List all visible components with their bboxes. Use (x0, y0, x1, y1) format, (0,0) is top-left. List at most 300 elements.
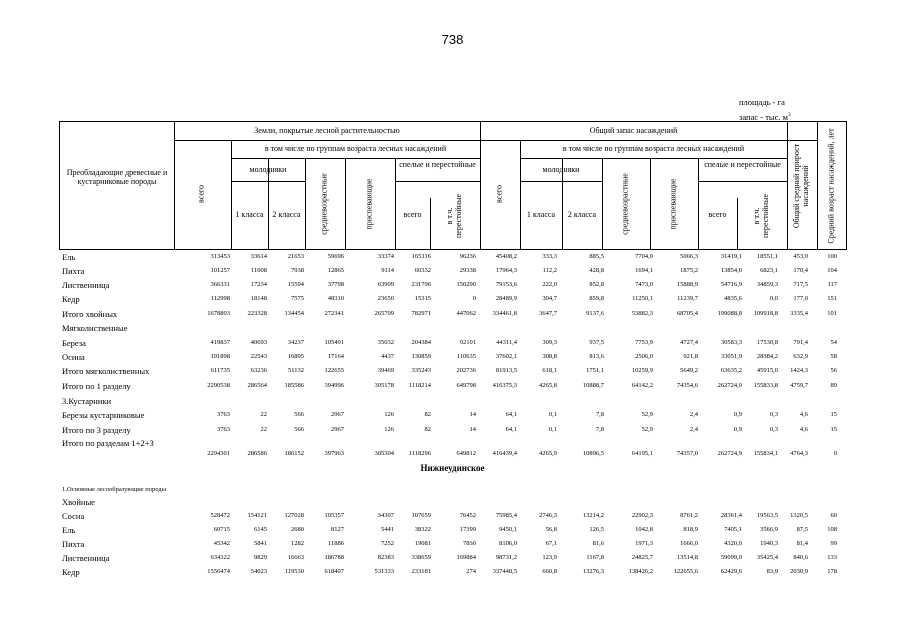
table-cell: 165116 (411, 253, 431, 260)
row-label: Хвойные (62, 497, 95, 507)
grid-line (231, 140, 232, 249)
grid-line (395, 158, 396, 249)
table-cell: 98731,2 (495, 554, 517, 561)
grid-line (602, 158, 603, 249)
table-cell: 2680 (291, 526, 304, 533)
table-cell: 170,4 (793, 267, 808, 274)
table-cell: 1282 (291, 540, 304, 547)
table-cell: 60332 (414, 267, 431, 274)
table-cell: 34307 (377, 512, 394, 519)
table-cell: 366331 (210, 281, 230, 288)
row-label: Лиственница (62, 553, 110, 563)
table-cell: 101257 (210, 267, 230, 274)
table-cell: 64,1 (505, 411, 517, 418)
table-cell: 29338 (459, 267, 476, 274)
row-label: Березы кустарниковые (62, 410, 145, 420)
table-cell: 28384,2 (756, 353, 778, 360)
table-cell: 89 (830, 382, 837, 389)
table-cell: 117 (827, 281, 837, 288)
table-cell: 56,8 (545, 526, 557, 533)
table-cell: 17164 (327, 353, 344, 360)
grid-line (737, 198, 738, 249)
table-cell: 127028 (284, 512, 304, 519)
table-cell: 33051,9 (720, 353, 742, 360)
table-cell: 611735 (210, 367, 230, 374)
table-cell: 416439,4 (492, 450, 517, 457)
grid-line (698, 158, 699, 249)
table-cell: 660,8 (542, 568, 557, 575)
table-cell: 632,9 (793, 353, 808, 360)
table-cell: 51132 (287, 367, 304, 374)
table-header (59, 121, 847, 250)
stock-class2-header: 2 класса (567, 210, 597, 219)
table-cell: 56 (830, 367, 837, 374)
row-label: Ель (62, 252, 76, 262)
grid-line (520, 181, 602, 182)
table-cell: 52,9 (641, 411, 653, 418)
table-cell: 304,7 (542, 295, 557, 302)
row-label: 1.Основные лесообразующие породы (62, 486, 166, 493)
table-cell: 38322 (414, 526, 431, 533)
table-cell: 83,9 (766, 568, 778, 575)
table-cell: 566 (294, 426, 304, 433)
table-cell: 15888,9 (676, 281, 698, 288)
table-cell: 15 (830, 426, 837, 433)
table-cell: 22543 (250, 353, 267, 360)
table-cell: 59696 (327, 253, 344, 260)
lands-all-header: всего (196, 184, 206, 204)
row-label: Мягколиственные (62, 323, 128, 333)
table-cell: 3763 (217, 411, 230, 418)
table-cell: 618407 (324, 568, 344, 575)
table-cell: 45342 (213, 540, 230, 547)
table-cell: 54023 (250, 568, 267, 575)
row-label: Кедр (62, 294, 80, 304)
table-cell: 618,1 (542, 367, 557, 374)
table-row (0, 294, 905, 306)
table-cell: 0 (833, 450, 837, 457)
table-cell: 3647,7 (539, 310, 557, 317)
table-cell: 119530 (284, 568, 304, 575)
table-cell: 37602,1 (495, 353, 517, 360)
table-cell: 30583,3 (720, 339, 742, 346)
grid-line (817, 122, 818, 249)
stock-all-header: всего (494, 184, 504, 204)
table-cell: 1118214 (408, 382, 431, 389)
species-header: Преобладающие древесные и кустарниковые породы (66, 168, 168, 187)
row-label: Пихта (62, 266, 85, 276)
table-cell: 75985,4 (495, 512, 517, 519)
row-label: Кедр (62, 567, 80, 577)
table-row (0, 410, 905, 422)
table-cell: 2294301 (207, 450, 230, 457)
lands-mature-header: спелые и перестойные (399, 160, 476, 169)
table-row (0, 425, 905, 437)
grid-line (305, 158, 306, 249)
table-cell: 1556474 (207, 568, 230, 575)
table-cell: 6823,1 (760, 267, 778, 274)
table-cell: 122655 (324, 367, 344, 374)
table-row (0, 449, 905, 461)
row-label: Лиственница (62, 280, 110, 290)
table-cell: 54 (830, 339, 837, 346)
table-cell: 10896,5 (582, 450, 604, 457)
stock-mature-all-header: всего (708, 210, 727, 219)
table-cell: 17964,3 (495, 267, 517, 274)
table-cell: 7,8 (595, 426, 604, 433)
table-cell: 133 (827, 554, 837, 561)
table-cell: 791,4 (793, 339, 808, 346)
table-cell: 3763 (217, 426, 230, 433)
table-cell: 191898 (210, 353, 230, 360)
table-cell: 813,6 (589, 353, 604, 360)
table-cell: 64142,2 (631, 382, 653, 389)
table-cell: 4265,8 (539, 382, 557, 389)
table-cell: 7252 (381, 540, 394, 547)
table-row (0, 525, 905, 537)
table-cell: 4320,0 (724, 540, 742, 547)
table-cell: 231796 (411, 281, 431, 288)
table-cell: 82383 (377, 554, 394, 561)
table-cell: 63236 (250, 367, 267, 374)
table-cell: 150290 (456, 281, 476, 288)
table-cell: 4759,7 (790, 382, 808, 389)
table-cell: 9137,6 (586, 310, 604, 317)
table-row (0, 352, 905, 364)
table-cell: 62429,6 (720, 568, 742, 575)
table-cell: 202736 (456, 367, 476, 374)
table-cell: 81913,5 (495, 367, 517, 374)
table-cell: 155833,8 (753, 382, 778, 389)
table-cell: 308,8 (542, 353, 557, 360)
table-cell: 566 (294, 411, 304, 418)
table-cell: 8106,0 (499, 540, 517, 547)
table-cell: 2,4 (689, 411, 698, 418)
table-cell: 5841 (254, 540, 267, 547)
table-cell: 59099,0 (720, 554, 742, 561)
table-cell: 109918,8 (753, 310, 778, 317)
table-row (0, 567, 905, 579)
table-cell: 100 (827, 253, 837, 260)
table-cell: 87,5 (796, 526, 808, 533)
table-cell: 782971 (411, 310, 431, 317)
table-cell: 21653 (287, 253, 304, 260)
table-cell: 4,6 (799, 426, 808, 433)
table-cell: 7405,1 (724, 526, 742, 533)
table-cell: 416375,3 (492, 382, 517, 389)
table-cell: 233181 (411, 568, 431, 575)
table-cell: 35032 (377, 339, 394, 346)
row-label: Береза (62, 338, 86, 348)
table-cell: 2746,3 (539, 512, 557, 519)
area-unit-note: площадь - га (739, 97, 785, 107)
stock-unit-text: запас - тыс. м (739, 112, 789, 122)
table-cell: 123,9 (542, 554, 557, 561)
table-cell: 334461,8 (492, 310, 517, 317)
table-cell: 2506,0 (635, 353, 653, 360)
table-cell: 126 (384, 426, 394, 433)
table-cell: 15 (830, 411, 837, 418)
table-cell: 649798 (456, 382, 476, 389)
table-cell: 45408,2 (495, 253, 517, 260)
table-cell: 155834,1 (753, 450, 778, 457)
table-cell: 37798 (327, 281, 344, 288)
table-cell: 1940,3 (760, 540, 778, 547)
table-cell: 105357 (324, 512, 344, 519)
lands-young-header: молодняки (249, 165, 287, 174)
table-cell: 96236 (459, 253, 476, 260)
table-cell: 7575 (291, 295, 304, 302)
table-row (0, 381, 905, 393)
table-cell: 15315 (414, 295, 431, 302)
table-cell: 1167,8 (586, 554, 604, 561)
table-cell: 19081 (414, 540, 431, 547)
table-cell: 337448,5 (492, 568, 517, 575)
table-cell: 76452 (459, 512, 476, 519)
table-cell: 19563,5 (756, 512, 778, 519)
table-cell: 1320,5 (790, 512, 808, 519)
table-cell: 74354,6 (676, 382, 698, 389)
table-cell: 48310 (327, 295, 344, 302)
row-label: Итого по разделам 1+2+3 (62, 438, 154, 448)
table-cell: 33614 (250, 253, 267, 260)
table-cell: 937,5 (589, 339, 604, 346)
table-cell: 885,5 (589, 253, 604, 260)
table-cell: 1118296 (408, 450, 431, 457)
table-cell: 5649,2 (680, 367, 698, 374)
table-row (0, 366, 905, 378)
table-cell: 6145 (254, 526, 267, 533)
table-cell: 1694,1 (635, 267, 653, 274)
table-cell: 1678803 (207, 310, 230, 317)
age-header: Средний возраст насаждений, лет (826, 128, 836, 244)
table-cell: 104 (827, 267, 837, 274)
grid-line (650, 158, 651, 249)
stock-header: Общий запас насаждений (589, 126, 678, 135)
row-label: Итого по 1 разделу (62, 381, 131, 391)
table-row (0, 511, 905, 523)
table-cell: 35425,4 (756, 554, 778, 561)
table-cell: 18148 (250, 295, 267, 302)
table-row (0, 266, 905, 278)
table-cell: 2967 (331, 426, 344, 433)
table-cell: 13854,0 (720, 267, 742, 274)
stock-mature-header: спелые и перестойные (704, 160, 781, 169)
grid-line (480, 122, 481, 249)
grid-line (520, 140, 521, 249)
table-cell: 63909 (377, 281, 394, 288)
table-cell: 272341 (324, 310, 344, 317)
table-cell: 63635,2 (720, 367, 742, 374)
table-cell: 0,1 (548, 411, 557, 418)
table-cell: 204384 (411, 339, 431, 346)
table-row (0, 338, 905, 350)
table-cell: 7473,0 (635, 281, 653, 288)
table-cell: 14 (469, 411, 476, 418)
table-cell: 16663 (287, 554, 304, 561)
table-cell: 1971,3 (635, 540, 653, 547)
table-cell: 7830 (463, 540, 476, 547)
table-cell: 305178 (374, 382, 394, 389)
table-cell: 44311,4 (496, 339, 517, 346)
table-cell: 105491 (324, 339, 344, 346)
table-cell: 1424,3 (790, 367, 808, 374)
table-cell: 15594 (287, 281, 304, 288)
table-cell: 921,8 (683, 353, 698, 360)
table-cell: 9829 (254, 554, 267, 561)
table-cell: 428,8 (589, 267, 604, 274)
table-cell: 3335,4 (790, 310, 808, 317)
table-cell: 262724,0 (717, 382, 742, 389)
row-label: 3.Кустарники (62, 396, 112, 406)
table-cell: 126,5 (589, 526, 604, 533)
table-cell: 286586 (247, 450, 267, 457)
table-cell: 0,3 (769, 426, 778, 433)
table-cell: 10888,7 (582, 382, 604, 389)
table-cell: 274 (466, 568, 476, 575)
table-cell: 0,0 (769, 295, 778, 302)
table-cell: 177,0 (793, 295, 808, 302)
table-cell: 23650 (377, 295, 394, 302)
stock-middle-header: средневозрастные (620, 173, 630, 235)
table-cell: 1666,0 (680, 540, 698, 547)
table-cell: 14 (469, 426, 476, 433)
lands-class2-header: 2 класса (272, 210, 301, 219)
table-cell: 649812 (456, 450, 476, 457)
table-row (0, 396, 905, 408)
row-label: Ель (62, 525, 76, 535)
table-cell: 1042,8 (635, 526, 653, 533)
grid-line (395, 181, 480, 182)
table-cell: 10259,9 (631, 367, 653, 374)
row-label: Пихта (62, 539, 85, 549)
table-cell: 13276,3 (582, 568, 604, 575)
table-cell: 67,1 (545, 540, 557, 547)
table-cell: 9114 (381, 267, 394, 274)
grid-line (174, 122, 175, 249)
table-cell: 185586 (284, 382, 304, 389)
table-cell: 397963 (324, 450, 344, 457)
table-cell: 138426,2 (628, 568, 653, 575)
table-cell: 45915,0 (756, 367, 778, 374)
table-cell: 13514,8 (676, 554, 698, 561)
table-row (0, 497, 905, 509)
stock-unit-sup: 3 (788, 112, 791, 119)
table-cell: 28489,9 (495, 295, 517, 302)
table-cell: 13214,2 (582, 512, 604, 519)
table-cell: 1875,2 (680, 267, 698, 274)
table-cell: 108 (827, 526, 837, 533)
table-cell: 112,2 (542, 267, 557, 274)
grid-line (430, 198, 431, 249)
table-cell: 134454 (284, 310, 304, 317)
table-cell: 852,8 (589, 281, 604, 288)
table-cell: 333,3 (542, 253, 557, 260)
table-cell: 2967 (331, 411, 344, 418)
table-cell: 18551,1 (756, 253, 778, 260)
table-cell: 31419,1 (720, 253, 742, 260)
table-cell: 126 (384, 411, 394, 418)
stock-overmature-header: в т.ч. перестойные (752, 194, 770, 239)
table-cell: 122655,6 (673, 568, 698, 575)
table-cell: 8127 (331, 526, 344, 533)
table-cell: 60715 (213, 526, 230, 533)
table-cell: 107659 (411, 512, 431, 519)
grid-line (174, 140, 817, 141)
table-cell: 60 (830, 512, 837, 519)
table-cell: 169884 (456, 554, 476, 561)
table-cell: 53882,3 (631, 310, 653, 317)
table-cell: 313453 (210, 253, 230, 260)
table-cell: 7,8 (595, 411, 604, 418)
table-cell: 2290538 (207, 382, 230, 389)
table-cell: 223328 (247, 310, 267, 317)
table-cell: 0,3 (769, 411, 778, 418)
table-cell: 17399 (459, 526, 476, 533)
table-cell: 64,1 (505, 426, 517, 433)
table-cell: 528472 (210, 512, 230, 519)
table-cell: 58 (830, 353, 837, 360)
table-cell: 154121 (247, 512, 267, 519)
table-cell: 335243 (411, 367, 431, 374)
table-cell: 262724,9 (717, 450, 742, 457)
table-cell: 17234 (250, 281, 267, 288)
table-cell: 39469 (377, 367, 394, 374)
lands-class1-header: 1 класса (235, 210, 264, 219)
lands-maturing-header: приспевающие (364, 178, 374, 230)
row-label: Итого по 3 разделу (62, 425, 131, 435)
table-cell: 81,4 (796, 540, 808, 547)
table-row (0, 280, 905, 292)
table-cell: 101 (827, 310, 837, 317)
table-cell: 151 (827, 295, 837, 302)
table-row (0, 539, 905, 551)
table-cell: 16895 (287, 353, 304, 360)
table-cell: 64195,1 (631, 450, 653, 457)
table-cell: 4437 (381, 353, 394, 360)
table-cell: 305304 (374, 450, 394, 457)
stock-by-age-header: в том числе по группам возраста лесных насаждений (562, 144, 745, 153)
table-cell: 22902,3 (631, 512, 653, 519)
table-cell: 447062 (456, 310, 476, 317)
table-cell: 1751,1 (586, 367, 604, 374)
table-cell: 818,9 (683, 526, 698, 533)
table-cell: 186152 (284, 450, 304, 457)
table-row (0, 553, 905, 565)
lands-by-age-header: в том числе по группам возраста лесных насаждений (264, 144, 447, 153)
table-cell: 81,6 (592, 540, 604, 547)
table-cell: 33374 (377, 253, 394, 260)
table-cell: 11239,7 (677, 295, 698, 302)
table-cell: 394996 (324, 382, 344, 389)
table-cell: 859,8 (589, 295, 604, 302)
table-cell: 4,6 (799, 411, 808, 418)
table-cell: 130859 (411, 353, 431, 360)
table-cell: 7753,9 (635, 339, 653, 346)
row-label: Сосна (62, 511, 85, 521)
table-cell: 453,0 (793, 253, 808, 260)
table-cell: 17530,8 (756, 339, 778, 346)
stock-class1-header: 1 класса (526, 210, 556, 219)
table-cell: 3566,9 (760, 526, 778, 533)
table-cell: 9450,1 (499, 526, 517, 533)
table-cell: 22 (260, 411, 267, 418)
row-label: Осина (62, 352, 85, 362)
table-cell: 286564 (247, 382, 267, 389)
table-cell: 0 (472, 295, 476, 302)
table-cell: 4835,6 (724, 295, 742, 302)
lands-middle-header: средневозрастные (319, 173, 329, 235)
